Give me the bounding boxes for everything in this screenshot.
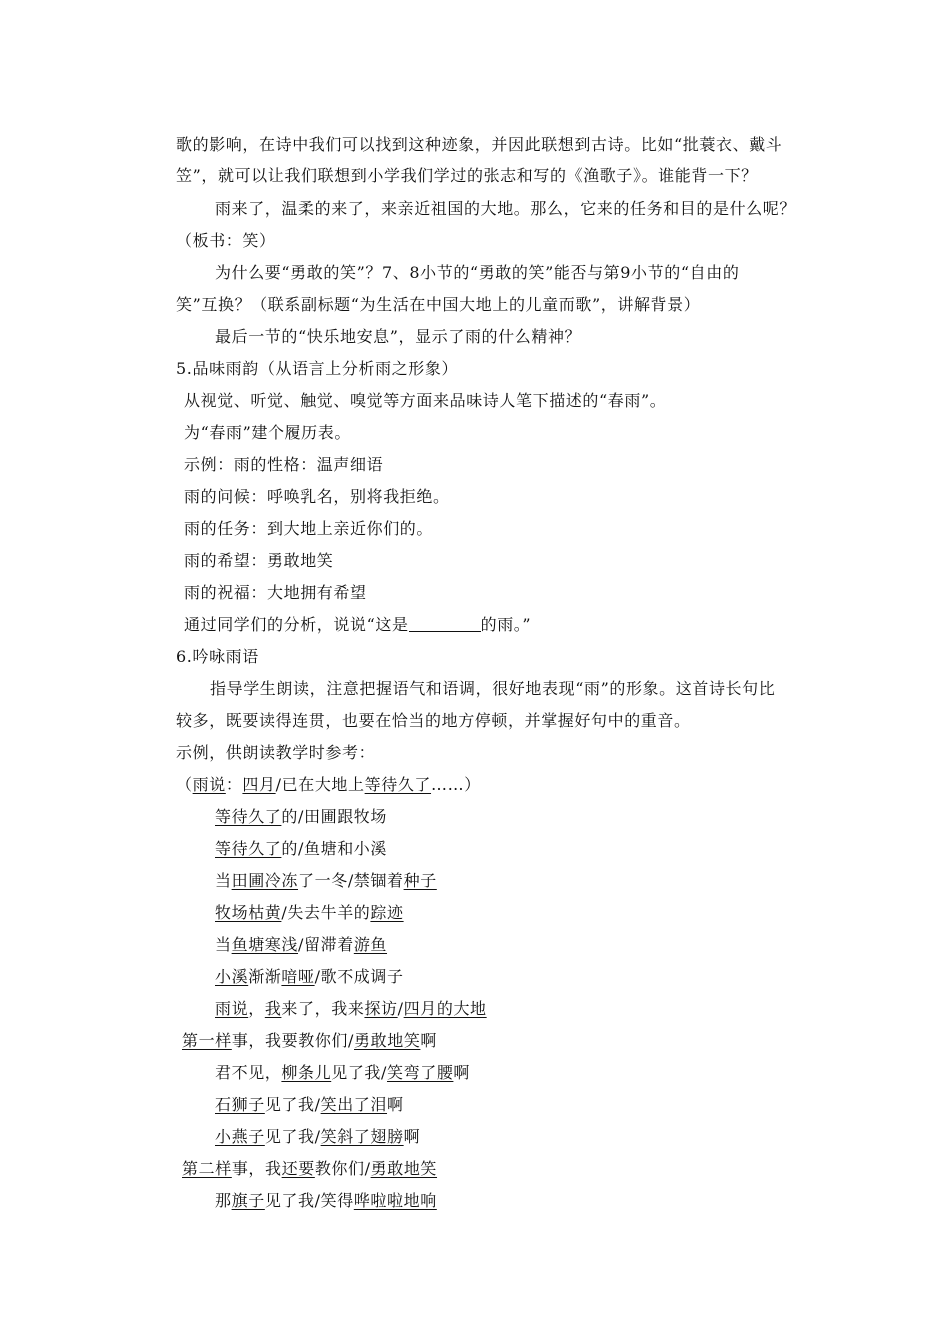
poem-text: 教你们/: [314, 1159, 371, 1178]
fill-in-blank-line: [184, 615, 531, 635]
poem-text: 那: [215, 1191, 232, 1210]
stressed-word: 牧场枯黄: [215, 903, 282, 922]
paragraph-line: 最后一节的“快乐地安息”，显示了雨的什么精神？: [215, 327, 582, 346]
stressed-word: 勇敢地笑: [370, 1159, 438, 1178]
paragraph-line: 笠”，就可以让我们联想到小学我们学过的张志和写的《渔歌子》。谁能背一下？: [176, 166, 758, 185]
poem-line: [176, 775, 481, 795]
paragraph-line: 雨来了，温柔的来了，来亲近祖国的大地。那么，它来的任务和目的是什么呢？: [215, 199, 797, 218]
poem-text: 君不见，: [215, 1063, 282, 1082]
poem-line: [215, 935, 387, 955]
poem-text: 见了我/: [264, 1095, 321, 1114]
stressed-word: 小溪: [215, 967, 249, 986]
section-heading: 6.吟咏雨语: [176, 647, 259, 666]
poem-text: 事，我要教你们/: [231, 1031, 355, 1050]
poem-text: 的/鱼塘和小溪: [281, 839, 387, 858]
stressed-word: 等待久了: [364, 775, 432, 794]
poem-text: 啊: [403, 1127, 421, 1146]
poem-line: [215, 807, 387, 827]
paragraph-line: 雨的任务：到大地上亲近你们的。: [184, 519, 434, 538]
paragraph-line: 笑”互换？（联系副标题“为生活在中国大地上的儿童而歌”，讲解背景）: [176, 295, 701, 314]
paragraph-line: 歌的影响，在诗中我们可以找到这种迹象，并因此联想到古诗。比如“批蓑衣、戴斗: [176, 135, 783, 154]
poem-text: （: [176, 775, 193, 794]
paragraph-line: （板书：笑）: [176, 231, 276, 250]
poem-line: [182, 1159, 437, 1179]
stressed-word: 第一样: [182, 1031, 232, 1050]
poem-text: ，: [248, 999, 265, 1018]
stressed-word: 喑哑: [281, 967, 315, 986]
stressed-word: 探访: [364, 999, 398, 1018]
poem-text: 事，我: [231, 1159, 282, 1178]
stressed-word: 种子: [403, 871, 437, 890]
stressed-word: 旗子: [231, 1191, 265, 1210]
paragraph-line: 雨的问候：呼唤乳名，别将我拒绝。: [184, 487, 450, 506]
stressed-word: 哗啦啦地响: [353, 1191, 437, 1210]
paragraph-line: 雨的希望：勇敢地笑: [184, 551, 334, 570]
paragraph-line: 示例，供朗读教学时参考：: [176, 743, 376, 762]
poem-line: [182, 1031, 437, 1051]
stressed-word: 小燕子: [215, 1127, 265, 1146]
paragraph-line: 雨的祝福：大地拥有希望: [184, 583, 367, 602]
poem-text: 渐渐: [248, 967, 282, 986]
paragraph-line: 示例：雨的性格：温声细语: [184, 455, 384, 474]
poem-text: 啊: [420, 1031, 438, 1050]
poem-text: /歌不成调子: [314, 967, 404, 986]
poem-line: [215, 839, 387, 859]
stressed-word: 笑出了泪: [320, 1095, 388, 1114]
stressed-word: 四月的大地: [403, 999, 487, 1018]
stressed-word: 笑弯了腰: [387, 1063, 454, 1082]
stressed-word: 鱼塘寒浅: [231, 935, 299, 954]
poem-text: /已在大地上: [275, 775, 365, 794]
stressed-word: 田圃冷冻: [231, 871, 299, 890]
poem-text: /留滞着: [298, 935, 354, 954]
stressed-word: 笑斜了翅膀: [320, 1127, 404, 1146]
poem-line: [215, 871, 437, 891]
stressed-word: 踪迹: [370, 903, 404, 922]
answer-blank: [409, 615, 481, 632]
poem-text: 的/田圃跟牧场: [281, 807, 387, 826]
stressed-word: 雨说: [215, 999, 249, 1018]
section-heading: 5.品味雨韵（从语言上分析雨之形象）: [176, 359, 459, 378]
poem-text: 见了我/: [331, 1063, 388, 1082]
poem-text: 了一冬/禁锢着: [298, 871, 404, 890]
poem-text: ：: [225, 775, 243, 794]
poem-text: ……）: [431, 775, 481, 794]
poem-text: /失去牛羊的: [281, 903, 371, 922]
poem-text: 来了，我来: [281, 999, 365, 1018]
stressed-word: 雨说: [192, 775, 226, 794]
stressed-word: 四月: [242, 775, 276, 794]
stressed-word: 第二样: [182, 1159, 232, 1178]
stressed-word: 石狮子: [215, 1095, 265, 1114]
stressed-word: 游鱼: [353, 935, 388, 954]
stressed-word: 等待久了: [215, 839, 282, 858]
poem-text: 见了我/笑得: [264, 1191, 354, 1210]
poem-line: [215, 1063, 470, 1083]
paragraph-line: 为什么要“勇敢的笑”？7、8小节的“勇敢的笑”能否与第9小节的“自由的: [215, 263, 740, 282]
poem-text: 啊: [387, 1095, 404, 1114]
poem-line: [215, 1191, 437, 1211]
blank-suffix: 的雨。”: [480, 615, 532, 634]
stressed-word: 勇敢地笑: [354, 1031, 421, 1050]
poem-text: 当: [215, 935, 232, 954]
poem-line: [215, 1127, 420, 1147]
poem-line: [215, 999, 487, 1019]
stressed-word: 柳条儿: [281, 1063, 332, 1082]
poem-text: 当: [215, 871, 232, 890]
paragraph-line: 为“春雨”建个履历表。: [184, 423, 351, 442]
stressed-word: 等待久了: [215, 807, 282, 826]
poem-text: /: [397, 999, 404, 1018]
paragraph-line: 从视觉、听觉、触觉、嗅觉等方面来品味诗人笔下描述的“春雨”。: [184, 391, 667, 410]
poem-line: [215, 903, 404, 923]
blank-prefix: 通过同学们的分析，说说“这是: [184, 615, 409, 634]
poem-line: [215, 967, 404, 987]
poem-line: [215, 1095, 404, 1115]
poem-text: 见了我/: [264, 1127, 321, 1146]
stressed-word: 我: [264, 999, 282, 1018]
paragraph-line: 较多，既要读得连贯，也要在恰当的地方停顿，并掌握好句中的重音。: [176, 711, 691, 730]
paragraph-line: 指导学生朗读，注意把握语气和语调，很好地表现“雨”的形象。这首诗长句比: [210, 679, 776, 698]
stressed-word: 还要: [281, 1159, 315, 1178]
poem-text: 啊: [453, 1063, 471, 1082]
